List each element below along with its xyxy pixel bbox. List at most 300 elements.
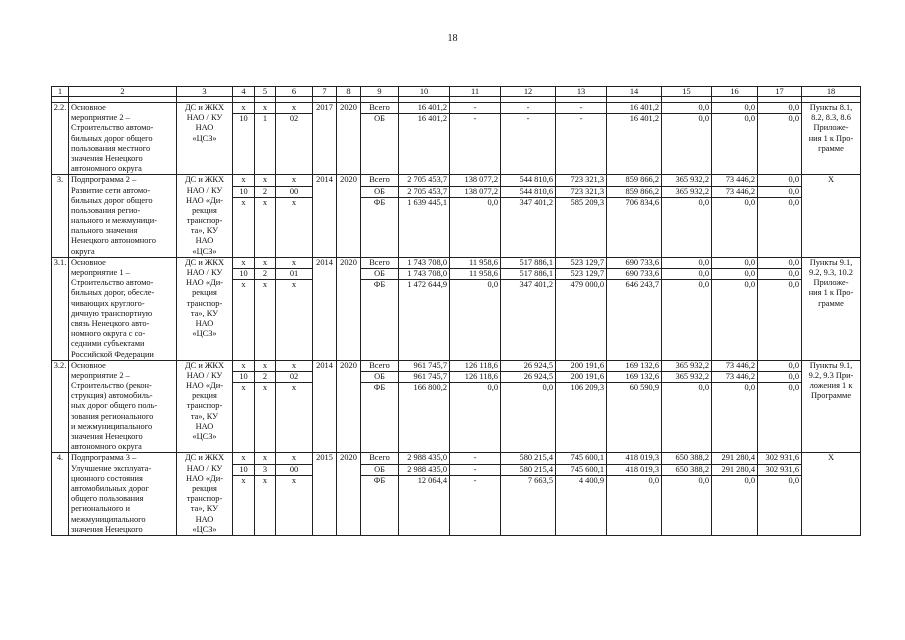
amount-c16-cell-line: 291 280,4 xyxy=(712,465,757,476)
amount-c15-cell xyxy=(662,257,712,360)
item-name-cell xyxy=(69,360,177,453)
code-4-cell xyxy=(233,257,255,360)
code-4-cell-line: x xyxy=(233,258,254,269)
amount-c12-cell-line: 580 215,4 xyxy=(501,465,555,476)
code-5-cell xyxy=(255,103,276,175)
amount-c10-cell-line: 12 064,4 xyxy=(417,475,447,485)
amount-c15-cell-line: 0,0 xyxy=(698,383,709,393)
amount-c14-cell xyxy=(607,103,662,175)
amount-c13-cell-line: 523 129,7 xyxy=(556,269,606,280)
item-number-cell-text: 3.1. xyxy=(53,257,67,267)
amount-c12-cell-line: 347 401,2 xyxy=(519,197,553,207)
table-row xyxy=(52,453,861,536)
executor-cell xyxy=(177,360,233,453)
item-name-cell-line: мероприятие 2 – xyxy=(71,370,130,380)
amount-c10-cell-line: 1 472 644,9 xyxy=(407,280,447,290)
executor-cell-line: ДС и ЖКХ xyxy=(184,257,225,267)
amount-c13-cell-line: 106 209,3 xyxy=(570,383,604,393)
amount-c10-cell xyxy=(399,257,450,360)
code-5-cell-line: 2 xyxy=(255,269,275,280)
code-6-cell xyxy=(276,257,313,360)
end-year-cell xyxy=(337,257,361,360)
code-6-cell-line: x xyxy=(291,197,297,207)
amount-c14-cell-line: 690 733,6 xyxy=(607,258,661,269)
amount-c11-cell-line: 11 958,6 xyxy=(450,269,500,280)
code-6-cell-line: x xyxy=(276,103,312,114)
executor-cell-line: рекция xyxy=(192,391,217,401)
header-cell: 13 xyxy=(556,87,607,97)
funding-source-cell xyxy=(361,360,399,453)
amount-c11-cell-line: - xyxy=(450,103,500,114)
amount-c10-cell-line: 2 705 453,7 xyxy=(399,187,449,198)
start-year-cell xyxy=(313,360,337,453)
amount-c14-cell xyxy=(607,453,662,536)
amount-c15-cell xyxy=(662,453,712,536)
amount-c15-cell-line: 0,0 xyxy=(698,475,709,485)
item-name-cell-line: связь Ненецкого авто- xyxy=(71,318,150,328)
amount-c10-cell xyxy=(399,360,450,453)
amount-c11-cell-line: - xyxy=(450,465,500,476)
executor-cell-line: та», КУ xyxy=(190,308,219,318)
amount-c15-cell-line: 0,0 xyxy=(698,114,709,124)
header-cell: 8 xyxy=(337,87,361,97)
amount-c12-cell xyxy=(501,453,556,536)
code-6-cell-line: 02 xyxy=(276,372,312,383)
amount-c11-cell-line: 126 118,6 xyxy=(450,361,500,372)
amount-c10-cell-line: 2 988 435,0 xyxy=(399,453,449,464)
amount-c17-cell-line: 0,0 xyxy=(758,361,801,372)
funding-source-cell xyxy=(361,453,399,536)
result-reference-cell-line: 9.2, 9.3, 10.2 xyxy=(809,268,853,277)
result-reference-cell-line: ложения 1 к xyxy=(809,381,853,391)
amount-c17-cell-line: 0,0 xyxy=(788,383,799,393)
executor-cell-line: транспор- xyxy=(186,298,223,308)
funding-source-cell-line: Всего xyxy=(361,453,398,464)
executor-cell xyxy=(177,453,233,536)
end-year-cell-text: 2020 xyxy=(340,360,357,370)
amount-c13-cell-line: 745 600,1 xyxy=(556,453,606,464)
amount-c14-cell-line: 0,0 xyxy=(648,475,659,485)
executor-cell-line: НАО «Ди- xyxy=(186,473,223,483)
executor-cell-line: НАО / КУ xyxy=(186,370,223,380)
amount-c15-cell-line: 365 932,2 xyxy=(662,187,711,198)
amount-c13-cell xyxy=(556,453,607,536)
start-year-cell xyxy=(313,453,337,536)
executor-cell-line: НАО «Ди- xyxy=(186,381,223,391)
item-name-cell-line: Строительство автомо- xyxy=(71,123,154,133)
item-name-cell-line: Основное xyxy=(71,360,106,370)
code-5-cell xyxy=(255,360,276,453)
end-year-cell-text: 2020 xyxy=(340,257,357,267)
amount-c12-cell-line: 347 401,2 xyxy=(519,280,553,290)
amount-c12-cell-line: 580 215,4 xyxy=(501,453,555,464)
item-name-cell-line: Ненецкого автономного xyxy=(71,236,156,246)
amount-c16-cell-line: 0,0 xyxy=(744,383,755,393)
amount-c13-cell-line: 523 129,7 xyxy=(556,258,606,269)
header-cell: 11 xyxy=(450,87,501,97)
result-reference-cell xyxy=(802,103,861,175)
executor-cell-line: та», КУ xyxy=(190,411,219,421)
code-6-cell-line: 00 xyxy=(276,465,312,476)
item-name-cell-line: Российской Федерации xyxy=(71,349,154,359)
item-name-cell-line: бильных дорог общего xyxy=(71,133,153,143)
code-6-cell-line: x xyxy=(291,383,297,393)
amount-c10-cell-line: 2 705 453,7 xyxy=(399,175,449,186)
funding-source-cell xyxy=(361,175,399,258)
code-4-cell xyxy=(233,175,255,258)
item-name-cell-line: ционного состояния xyxy=(71,473,143,483)
executor-cell-line: НАО / КУ xyxy=(186,268,223,277)
funding-source-cell-line: Всего xyxy=(361,361,398,372)
item-number-cell xyxy=(52,175,69,258)
code-6-cell-line: 00 xyxy=(276,187,312,198)
result-reference-cell xyxy=(802,360,861,453)
code-5-cell-line: x xyxy=(262,280,268,290)
amount-c11-cell-line: 138 077,2 xyxy=(450,187,500,198)
amount-c16-cell-line: 0,0 xyxy=(744,280,755,290)
amount-c11-cell-line: 0,0 xyxy=(487,383,498,393)
code-6-cell-line: x xyxy=(276,361,312,372)
header-cell: 6 xyxy=(276,87,313,97)
item-number-cell xyxy=(52,360,69,453)
result-reference-cell-line: грамме xyxy=(818,143,844,153)
code-5-cell-line: x xyxy=(255,453,275,464)
executor-cell-line: НАО xyxy=(195,236,214,246)
code-6-cell xyxy=(276,453,313,536)
result-reference-cell xyxy=(802,257,861,360)
amount-c13-cell-line: 4 400,9 xyxy=(578,475,604,485)
header-cell: 16 xyxy=(712,87,758,97)
item-number-cell-text: 4. xyxy=(56,453,64,463)
amount-c17-cell xyxy=(758,257,802,360)
executor-cell-line: рекция xyxy=(192,205,217,215)
executor-cell-line: ДС и ЖКХ xyxy=(184,360,225,370)
end-year-cell-text: 2020 xyxy=(340,175,357,185)
code-4-cell xyxy=(233,103,255,175)
amount-c14-cell-line: 16 401,2 xyxy=(629,114,659,124)
code-5-cell-line: x xyxy=(255,175,275,186)
amount-c17-cell-line: 0,0 xyxy=(788,475,799,485)
amount-c14-cell-line: 646 243,7 xyxy=(625,280,659,290)
amount-c12-cell-line: 26 924,5 xyxy=(501,372,555,383)
item-number-cell-text: 2.2. xyxy=(53,103,67,112)
amount-c16-cell-line: 73 446,2 xyxy=(712,175,757,186)
header-cell: 17 xyxy=(758,87,802,97)
amount-c11-cell-line: - xyxy=(450,453,500,464)
funding-source-cell-line: ФБ xyxy=(373,383,386,393)
executor-cell-line: НАО / КУ xyxy=(186,463,223,473)
amount-c11-cell-line: - xyxy=(473,114,477,124)
start-year-cell xyxy=(313,257,337,360)
end-year-cell xyxy=(337,103,361,175)
amount-c10-cell xyxy=(399,453,450,536)
item-name-cell-line: Строительство (рекон- xyxy=(71,381,152,391)
funding-source-cell-line: Всего xyxy=(361,258,398,269)
header-cell: 1 xyxy=(52,87,69,97)
item-name-cell-line: автономного округа xyxy=(71,442,142,452)
code-6-cell-line: x xyxy=(276,453,312,464)
code-4-cell-line: x xyxy=(233,103,254,114)
funding-source-cell-line: Всего xyxy=(361,175,398,186)
result-reference-cell-line: Пункты 9.1, xyxy=(809,360,853,370)
code-6-cell-line: x xyxy=(276,175,312,186)
amount-c10-cell-line: 2 988 435,0 xyxy=(399,465,449,476)
code-4-cell xyxy=(233,360,255,453)
end-year-cell xyxy=(337,453,361,536)
item-name-cell-line: регионального и xyxy=(71,504,130,514)
amount-c12-cell xyxy=(501,175,556,258)
amount-c14-cell-line: 169 132,6 xyxy=(607,372,661,383)
header-cell: 4 xyxy=(233,87,255,97)
result-reference-cell-line: Приложе- xyxy=(813,278,849,288)
amount-c14-cell-line: 418 019,3 xyxy=(607,465,661,476)
amount-c11-cell-line: 138 077,2 xyxy=(450,175,500,186)
amount-c17-cell-line: 0,0 xyxy=(758,187,801,198)
item-name-cell-line: Основное xyxy=(71,103,106,112)
table-row xyxy=(52,103,861,175)
amount-c10-cell-line: 961 745,7 xyxy=(399,372,449,383)
amount-c11-cell-line: 0,0 xyxy=(487,197,498,207)
executor-cell xyxy=(177,175,233,258)
executor-cell-line: НАО xyxy=(195,514,214,524)
amount-c16-cell-line: 0,0 xyxy=(712,258,757,269)
start-year-cell-text: 2014 xyxy=(316,175,333,185)
amount-c16-cell-line: 0,0 xyxy=(712,269,757,280)
item-name-cell-line: пального значения xyxy=(71,226,138,236)
amount-c11-cell-line: 11 958,6 xyxy=(450,258,500,269)
item-name-cell-line: седними субъектами xyxy=(71,339,145,349)
executor-cell-line: НАО / КУ xyxy=(186,113,223,123)
item-name-cell-line: Подпрограмма 2 – xyxy=(71,175,137,185)
result-reference-cell-line: Пункты 8.1, xyxy=(809,103,853,112)
executor-cell-line: НАО «Ди- xyxy=(186,195,223,205)
code-5-cell-line: x xyxy=(262,197,268,207)
amount-c13-cell-line: 745 600,1 xyxy=(556,465,606,476)
amount-c15-cell-line: 650 388,2 xyxy=(662,465,711,476)
amount-c12-cell xyxy=(501,103,556,175)
amount-c10-cell-line: 1 743 708,0 xyxy=(399,269,449,280)
item-name-cell-line: струкция) автомобиль- xyxy=(71,391,153,401)
start-year-cell-text: 2014 xyxy=(316,360,333,370)
item-number-cell xyxy=(52,257,69,360)
amount-c11-cell xyxy=(450,257,501,360)
code-4-cell xyxy=(233,453,255,536)
funding-source-cell-line: ОБ xyxy=(361,372,398,383)
amount-c15-cell xyxy=(662,103,712,175)
amount-c16-cell-line: 0,0 xyxy=(744,475,755,485)
item-name-cell-line: зования регионального xyxy=(71,411,154,421)
item-name-cell-line: Основное xyxy=(71,257,106,267)
code-4-cell-line: x xyxy=(241,197,246,207)
header-cell: 7 xyxy=(313,87,337,97)
amount-c14-cell-line: 60 590,9 xyxy=(629,383,659,393)
executor-cell-line: ДС и ЖКХ xyxy=(184,175,225,185)
start-year-cell-text: 2015 xyxy=(316,453,333,463)
amount-c16-cell-line: 73 446,2 xyxy=(712,187,757,198)
amount-c17-cell xyxy=(758,103,802,175)
amount-c13-cell-line: 585 209,3 xyxy=(570,197,604,207)
amount-c13-cell-line: - xyxy=(556,103,606,114)
amount-c17-cell-line: 0,0 xyxy=(758,269,801,280)
amount-c16-cell-line: 73 446,2 xyxy=(712,372,757,383)
item-number-cell xyxy=(52,453,69,536)
header-cell: 14 xyxy=(607,87,662,97)
amount-c16-cell-line: 0,0 xyxy=(744,197,755,207)
result-reference-cell xyxy=(802,175,861,258)
item-name-cell-line: мероприятие 2 – xyxy=(71,113,130,123)
item-number-cell-text: 3. xyxy=(56,175,64,185)
executor-cell-line: «ЦСЗ» xyxy=(192,432,217,441)
code-6-cell-line: 01 xyxy=(276,269,312,280)
amount-c10-cell-line: 166 800,2 xyxy=(413,383,447,393)
item-name-cell-line: автомобильных дорог xyxy=(71,483,149,493)
item-name-cell-line: общего пользования xyxy=(71,494,144,504)
amount-c12-cell-line: 544 810,6 xyxy=(501,175,555,186)
amount-c14-cell-line: 16 401,2 xyxy=(607,103,661,114)
amount-c16-cell-line: 73 446,2 xyxy=(712,361,757,372)
item-number-cell-text: 3.2. xyxy=(53,360,67,370)
result-reference-cell-line: ния 1 к Про- xyxy=(808,133,854,143)
result-reference-cell-line: Пункты 9.1, xyxy=(809,257,853,267)
amount-c12-cell-line: 517 886,1 xyxy=(501,269,555,280)
amount-c10-cell-line: 16 401,2 xyxy=(417,114,447,124)
item-name-cell-line: чивающих круглого- xyxy=(71,298,145,308)
amount-c15-cell-line: 0,0 xyxy=(698,197,709,207)
header-cell: 12 xyxy=(501,87,556,97)
amount-c16-cell xyxy=(712,175,758,258)
code-4-cell-line: 10 xyxy=(233,187,254,198)
amount-c15-cell-line: 365 932,2 xyxy=(662,175,711,186)
amount-c15-cell xyxy=(662,360,712,453)
amount-c12-cell xyxy=(501,360,556,453)
amount-c14-cell-line: 169 132,6 xyxy=(607,361,661,372)
amount-c11-cell xyxy=(450,103,501,175)
funding-source-cell-line: ОБ xyxy=(361,465,398,476)
funding-source-cell-line: ФБ xyxy=(373,197,386,207)
executor-cell-line: транспор- xyxy=(186,494,223,504)
executor-cell xyxy=(177,103,233,175)
amount-c10-cell-line: 1 743 708,0 xyxy=(399,258,449,269)
item-name-cell-line: дичную транспортную xyxy=(71,308,153,318)
amount-c13-cell-line: 723 321,3 xyxy=(556,187,606,198)
amount-c14-cell-line: 859 866,2 xyxy=(607,175,661,186)
item-name-cell-line: округа xyxy=(71,246,95,256)
item-name-cell xyxy=(69,453,177,536)
page-number: 18 xyxy=(447,33,458,44)
amount-c17-cell-line: 0,0 xyxy=(758,103,801,114)
amount-c13-cell xyxy=(556,360,607,453)
amount-c12-cell-line: - xyxy=(501,103,555,114)
funding-source-cell xyxy=(361,103,399,175)
amount-c16-cell xyxy=(712,257,758,360)
item-name-cell-line: нального и межмуници- xyxy=(71,216,158,226)
code-6-cell xyxy=(276,360,313,453)
table-row xyxy=(52,257,861,360)
amount-c17-cell-line: 0,0 xyxy=(758,175,801,186)
amount-c12-cell-line: - xyxy=(526,114,530,124)
result-reference-cell-line: 8.2, 8.3, 8.6 xyxy=(811,113,851,123)
amount-c17-cell-line: 0,0 xyxy=(758,372,801,383)
amount-c10-cell-line: 16 401,2 xyxy=(399,103,449,114)
amount-c13-cell-line: 479 000,0 xyxy=(570,280,604,290)
executor-cell-line: «ЦСЗ» xyxy=(192,329,217,339)
code-6-cell-line: x xyxy=(291,475,297,485)
header-cell: 10 xyxy=(399,87,450,97)
result-reference-cell-line: ния 1 к Про- xyxy=(808,288,854,298)
amount-c12-cell-line: 517 886,1 xyxy=(501,258,555,269)
amount-c10-cell xyxy=(399,175,450,258)
amount-c14-cell xyxy=(607,257,662,360)
amount-c17-cell-line: 0,0 xyxy=(788,114,799,124)
item-name-cell xyxy=(69,175,177,258)
code-5-cell-line: x xyxy=(262,383,268,393)
end-year-cell-text: 2020 xyxy=(340,453,357,463)
amount-c13-cell xyxy=(556,103,607,175)
end-year-cell xyxy=(337,175,361,258)
funding-source-cell xyxy=(361,257,399,360)
item-name-cell-line: Развитие сети автомо- xyxy=(71,185,151,195)
header-cell: 15 xyxy=(662,87,712,97)
amount-c16-cell xyxy=(712,103,758,175)
amount-c10-cell-line: 1 639 445,1 xyxy=(407,197,447,207)
amount-c12-cell-line: 26 924,5 xyxy=(501,361,555,372)
item-name-cell-line: бильных дорог общего xyxy=(71,195,153,205)
code-5-cell-line: x xyxy=(262,475,268,485)
executor-cell-line: транспор- xyxy=(186,401,223,411)
amount-c17-cell xyxy=(758,360,802,453)
code-5-cell xyxy=(255,453,276,536)
amount-c11-cell-line: 0,0 xyxy=(487,280,498,290)
amount-c10-cell xyxy=(399,103,450,175)
amount-c16-cell xyxy=(712,360,758,453)
start-year-cell-text: 2017 xyxy=(316,103,333,112)
code-4-cell-line: 10 xyxy=(233,372,254,383)
item-name-cell-line: автономного округа xyxy=(71,164,142,174)
code-5-cell-line: x xyxy=(255,103,275,114)
amount-c16-cell-line: 0,0 xyxy=(744,114,755,124)
item-name-cell-line: значения Ненецкого xyxy=(71,153,143,163)
amount-c15-cell-line: 0,0 xyxy=(662,103,711,114)
code-4-cell-line: x xyxy=(241,383,246,393)
funding-source-cell-line: ФБ xyxy=(373,280,386,290)
executor-cell xyxy=(177,257,233,360)
amount-c13-cell-line: 723 321,3 xyxy=(556,175,606,186)
amount-c17-cell-line: 0,0 xyxy=(758,258,801,269)
executor-cell-line: «ЦСЗ» xyxy=(192,246,217,256)
executor-cell-line: НАО xyxy=(195,318,214,328)
code-5-cell-line: x xyxy=(255,361,275,372)
item-name-cell-line: ных дорог общего поль- xyxy=(71,401,158,411)
executor-cell-line: НАО xyxy=(195,123,214,133)
result-reference-cell-line: X xyxy=(827,453,835,463)
header-row xyxy=(52,87,861,97)
amount-c12-cell-line: 7 663,5 xyxy=(527,475,553,485)
amount-c15-cell-line: 0,0 xyxy=(662,258,711,269)
code-5-cell xyxy=(255,175,276,258)
amount-c14-cell-line: 706 834,6 xyxy=(625,197,659,207)
amount-c10-cell-line: 961 745,7 xyxy=(399,361,449,372)
amount-c14-cell-line: 690 733,6 xyxy=(607,269,661,280)
executor-cell-line: та», КУ xyxy=(190,504,219,514)
amount-c17-cell-line: 0,0 xyxy=(788,280,799,290)
code-4-cell-line: x xyxy=(233,175,254,186)
code-4-cell-line: x xyxy=(241,280,246,290)
amount-c11-cell xyxy=(450,175,501,258)
amount-c12-cell-line: 544 810,6 xyxy=(501,187,555,198)
executor-cell-line: ДС и ЖКХ xyxy=(184,453,225,463)
amount-c16-cell xyxy=(712,453,758,536)
item-name-cell-line: мероприятие 1 – xyxy=(71,268,130,277)
